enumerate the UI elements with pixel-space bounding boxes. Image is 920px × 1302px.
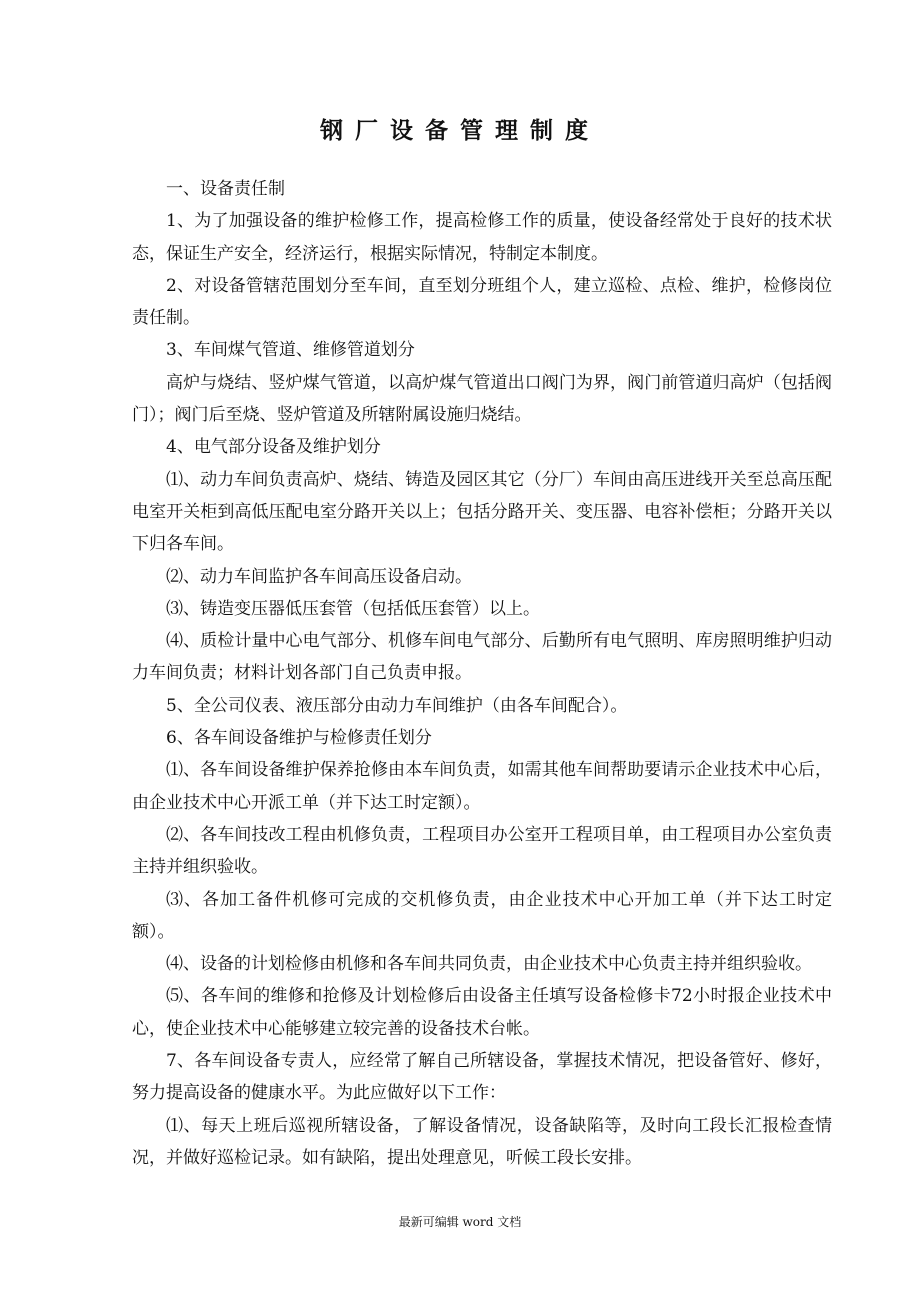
paragraph-6-item-3: ⑶、各加工备件机修可完成的交机修负责，由企业技术中心开加工单（并下达工时定额）。 bbox=[132, 889, 832, 942]
paragraph-5: 5、全公司仪表、液压部分由动力车间维护（由各车间配合）。 bbox=[166, 695, 628, 716]
paragraph-1: 1、为了加强设备的维护检修工作，提高检修工作的质量，使设备经常处于良好的技术状态，保证生产安全，经济运行，根据实际情况，特制定本制度。 bbox=[132, 211, 832, 264]
paragraph-6-item-5: ⑸、各车间的维修和抢修及计划检修后由设备主任填写设备检修卡72小时报企业技术中心，使企业技术中心能够建立较完善的设备技术台帐。 bbox=[132, 986, 832, 1039]
paragraph-3-detail: 高炉与烧结、竖炉煤气管道，以高炉煤气管道出口阀门为界，阀门前管道归高炉（包括阀门）；阀门后至烧、竖炉管道及所辖附属设施归烧结。 bbox=[132, 372, 832, 426]
paragraph-4-item-3: ⑶、铸造变压器低压套管（包括低压套管）以上。 bbox=[166, 598, 540, 619]
paragraph-6-item-1: ⑴、各车间设备维护保养抢修由本车间负责，如需其他车间帮助要请示企业技术中心后，由企业技术中心开派工单（并下达工时定额）。 bbox=[132, 760, 832, 813]
document-title: 钢厂设备管理制度 bbox=[320, 118, 600, 144]
paragraph-3: 3、车间煤气管道、维修管道划分 bbox=[166, 340, 415, 361]
paragraph-4: 4、电气部分设备及维护划分 bbox=[166, 437, 381, 458]
document-body bbox=[132, 173, 832, 1174]
paragraph-4-item-1: ⑴、动力车间负责高炉、烧结、铸造及园区其它（分厂）车间由高压进线开关至总高压配电室开关柜到高低压配电室分路开关以上；包括分路开关、变压器、电容补偿柜；分路开关以下归各车间。 bbox=[132, 469, 832, 555]
paragraph-6: 6、各车间设备维护与检修责任划分 bbox=[166, 728, 432, 749]
page-footer: 最新可编辑 word 文档 bbox=[398, 1215, 522, 1229]
paragraph-7: 7、各车间设备专责人，应经常了解自己所辖设备，掌握技术情况，把设备管好、修好，努力提高设备的健康水平。为此应做好以下工作： bbox=[132, 1051, 832, 1104]
paragraph-7-item-1: ⑴、每天上班后巡视所辖设备，了解设备情况，设备缺陷等，及时向工段长汇报检查情况，并做好巡检记录。如有缺陷，提出处理意见，听候工段长安排。 bbox=[132, 1115, 832, 1168]
paragraph-4-item-4: ⑷、质检计量中心电气部分、机修车间电气部分、后勤所有电气照明、库房照明维护归动力车间负责；材料计划各部门自己负责申报。 bbox=[132, 631, 832, 684]
paragraph-4-item-2: ⑵、动力车间监护各车间高压设备启动。 bbox=[166, 566, 472, 587]
paragraph-6-item-2: ⑵、各车间技改工程由机修负责，工程项目办公室开工程项目单，由工程项目办公室负责主持并组织验收。 bbox=[132, 824, 832, 878]
section-heading-responsibility: 一、设备责任制 bbox=[166, 179, 285, 199]
paragraph-6-item-4: ⑷、设备的计划检修由机修和各车间共同负责，由企业技术中心负责主持并组织验收。 bbox=[166, 954, 812, 975]
paragraph-2: 2、对设备管辖范围划分至车间，直至划分班组个人，建立巡检、点检、维护，检修岗位责任制。 bbox=[132, 275, 832, 329]
